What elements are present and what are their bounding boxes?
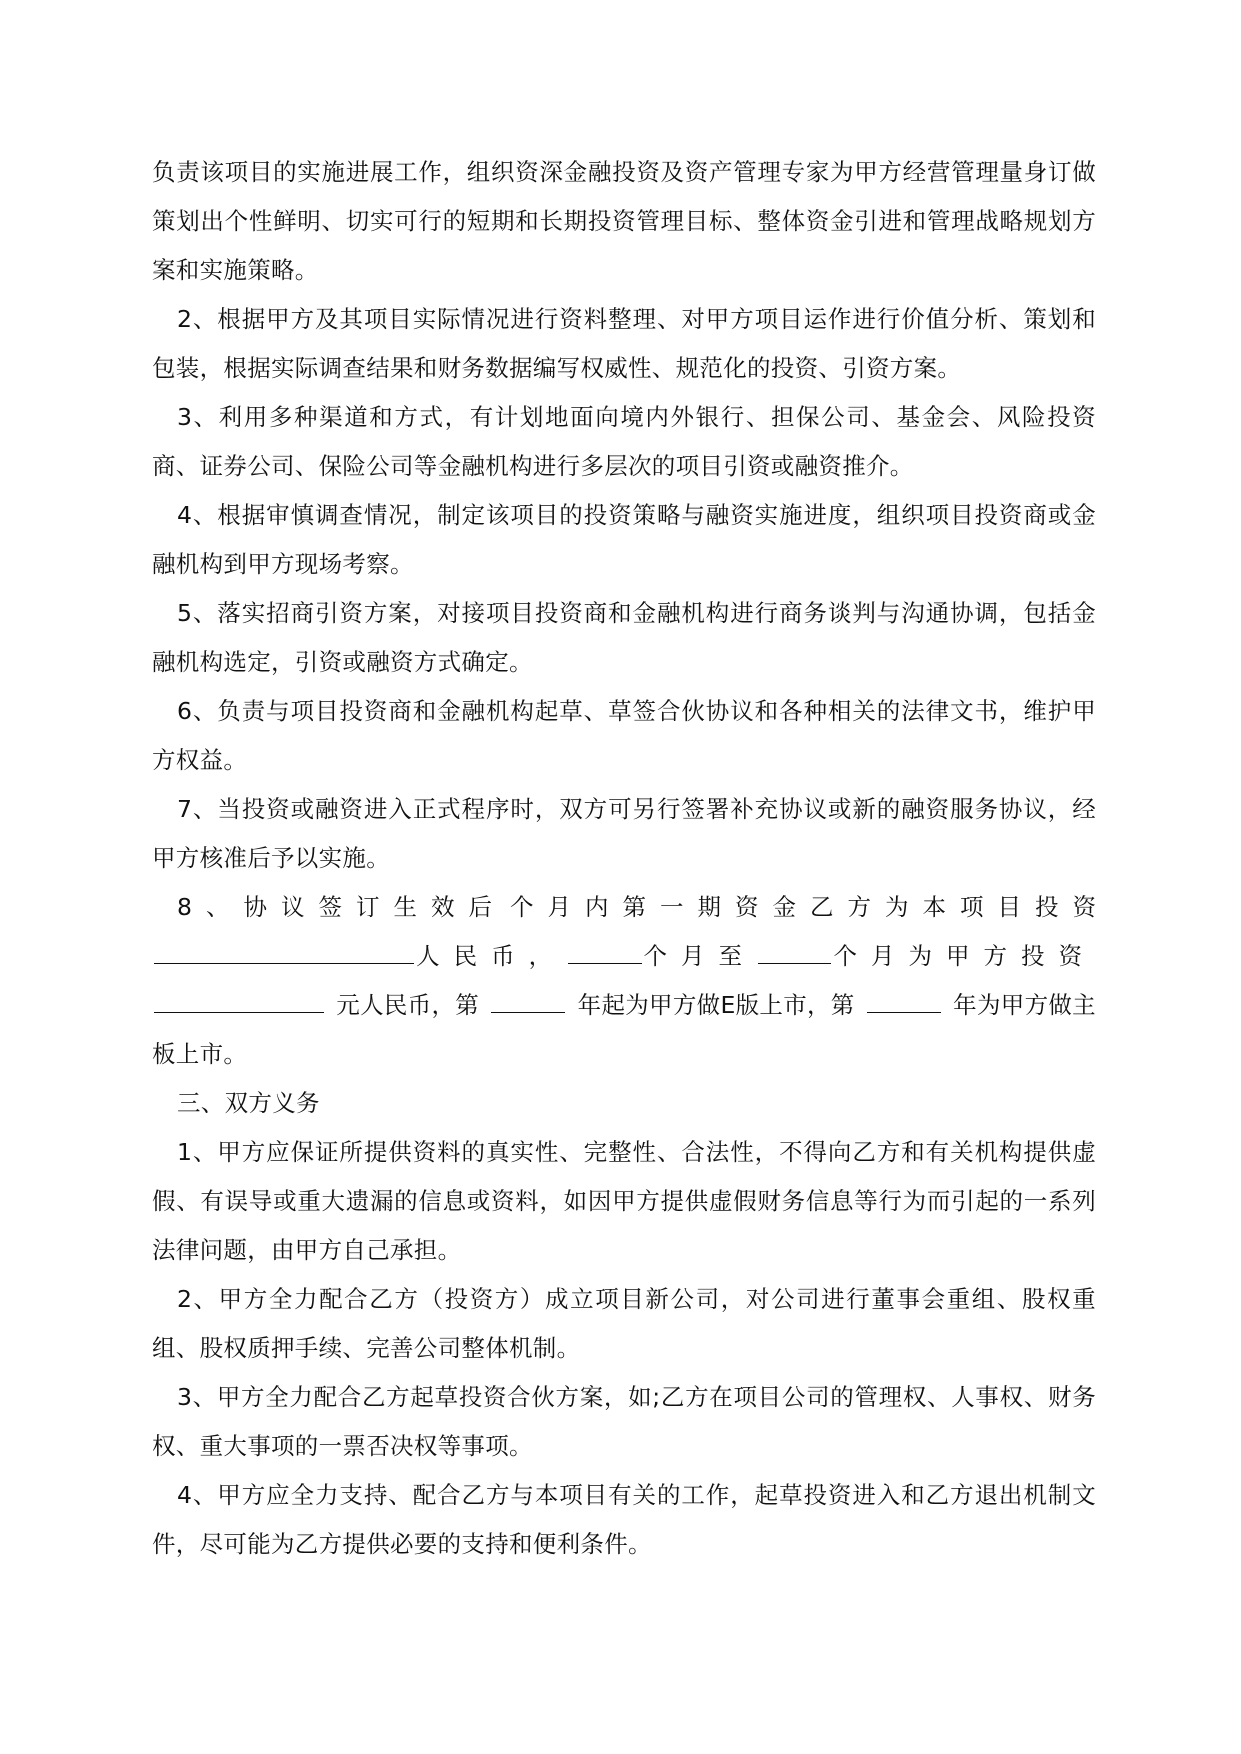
item-8-line-2 bbox=[152, 932, 1096, 981]
paragraph-obligation-1: 1、甲方应保证所提供资料的真实性、完整性、合法性，不得向乙方和有关机构提供虚假、有误导或重大遗漏的信息或资料，如因甲方提供虚假财务信息等行为而引起的一系列法律问题，由甲方自己承担。 bbox=[152, 1138, 1096, 1264]
paragraph-item-5: 5、落实招商引资方案，对接项目投资商和金融机构进行商务谈判与沟通协调，包括金融机构选定，引资或融资方式确定。 bbox=[152, 599, 1096, 676]
section-heading-obligations: 三、双方义务 bbox=[177, 1089, 320, 1117]
item-8-text-8: 年为甲方做主 bbox=[953, 991, 1096, 1019]
item-8-text-7: 年起为甲方做E版上市，第 bbox=[577, 991, 855, 1019]
paragraph-obligation-2: 2、甲方全力配合乙方（投资方）成立项目新公司，对公司进行董事会重组、股权重组、股权质押手续、完善公司整体机制。 bbox=[152, 1285, 1096, 1362]
item-8-line-4 bbox=[152, 1030, 1096, 1079]
fill-blank-year-1[interactable] bbox=[491, 990, 565, 1013]
item-8-text-5: 个月为甲方投资 bbox=[833, 942, 1096, 970]
item-8-text-6: 元人民币，第 bbox=[336, 991, 480, 1019]
paragraph-obligation-4: 4、甲方应全力支持、配合乙方与本项目有关的工作，起草投资进入和乙方退出机制文件，尽可能为乙方提供必要的支持和便利条件。 bbox=[152, 1481, 1096, 1558]
paragraph-item-6: 6、负责与项目投资商和金融机构起草、草签合伙协议和各种相关的法律文书，维护甲方权益。 bbox=[152, 697, 1096, 774]
fill-blank-amount-1[interactable] bbox=[154, 941, 414, 964]
item-8-text-9: 板上市。 bbox=[152, 1040, 248, 1068]
item-8-text-1: 8、协议签订生效后 bbox=[177, 893, 506, 921]
fill-blank-amount-2[interactable] bbox=[154, 990, 324, 1013]
item-8-line-3 bbox=[152, 981, 1096, 1030]
item-8-text-3: 人民币， bbox=[416, 942, 567, 970]
document-page bbox=[152, 0, 1110, 1569]
paragraph-item-2: 2、根据甲方及其项目实际情况进行资料整理、对甲方项目运作进行价值分析、策划和包装，根据实际调查结果和财务数据编写权威性、规范化的投资、引资方案。 bbox=[152, 305, 1096, 382]
item-8-text-4: 个月至 bbox=[643, 942, 757, 970]
paragraph-item-8 bbox=[152, 883, 1110, 1079]
item-8-text-2: 个月内第一期资金乙方为本项目投资 bbox=[509, 893, 1110, 921]
paragraph-intro: 负责该项目的实施进展工作，组织资深金融投资及资产管理专家为甲方经营管理量身订做策划出个性鲜明、切实可行的短期和长期投资管理目标、整体资金引进和管理战略规划方案和实施策略。 bbox=[152, 158, 1096, 284]
paragraph-obligation-3: 3、甲方全力配合乙方起草投资合伙方案，如;乙方在项目公司的管理权、人事权、财务权、重大事项的一票否决权等事项。 bbox=[152, 1383, 1096, 1460]
fill-blank-months-2[interactable] bbox=[568, 941, 641, 964]
paragraph-item-4: 4、根据审慎调查情况，制定该项目的投资策略与融资实施进度，组织项目投资商或金融机构到甲方现场考察。 bbox=[152, 501, 1096, 578]
paragraph-item-3: 3、利用多种渠道和方式，有计划地面向境内外银行、担保公司、基金会、风险投资商、证券公司、保险公司等金融机构进行多层次的项目引资或融资推介。 bbox=[152, 403, 1096, 480]
paragraph-item-7: 7、当投资或融资进入正式程序时，双方可另行签署补充协议或新的融资服务协议，经甲方核准后予以实施。 bbox=[152, 795, 1096, 872]
fill-blank-year-2[interactable] bbox=[867, 990, 941, 1013]
fill-blank-months-3[interactable] bbox=[758, 941, 831, 964]
item-8-line-1 bbox=[152, 883, 1110, 932]
